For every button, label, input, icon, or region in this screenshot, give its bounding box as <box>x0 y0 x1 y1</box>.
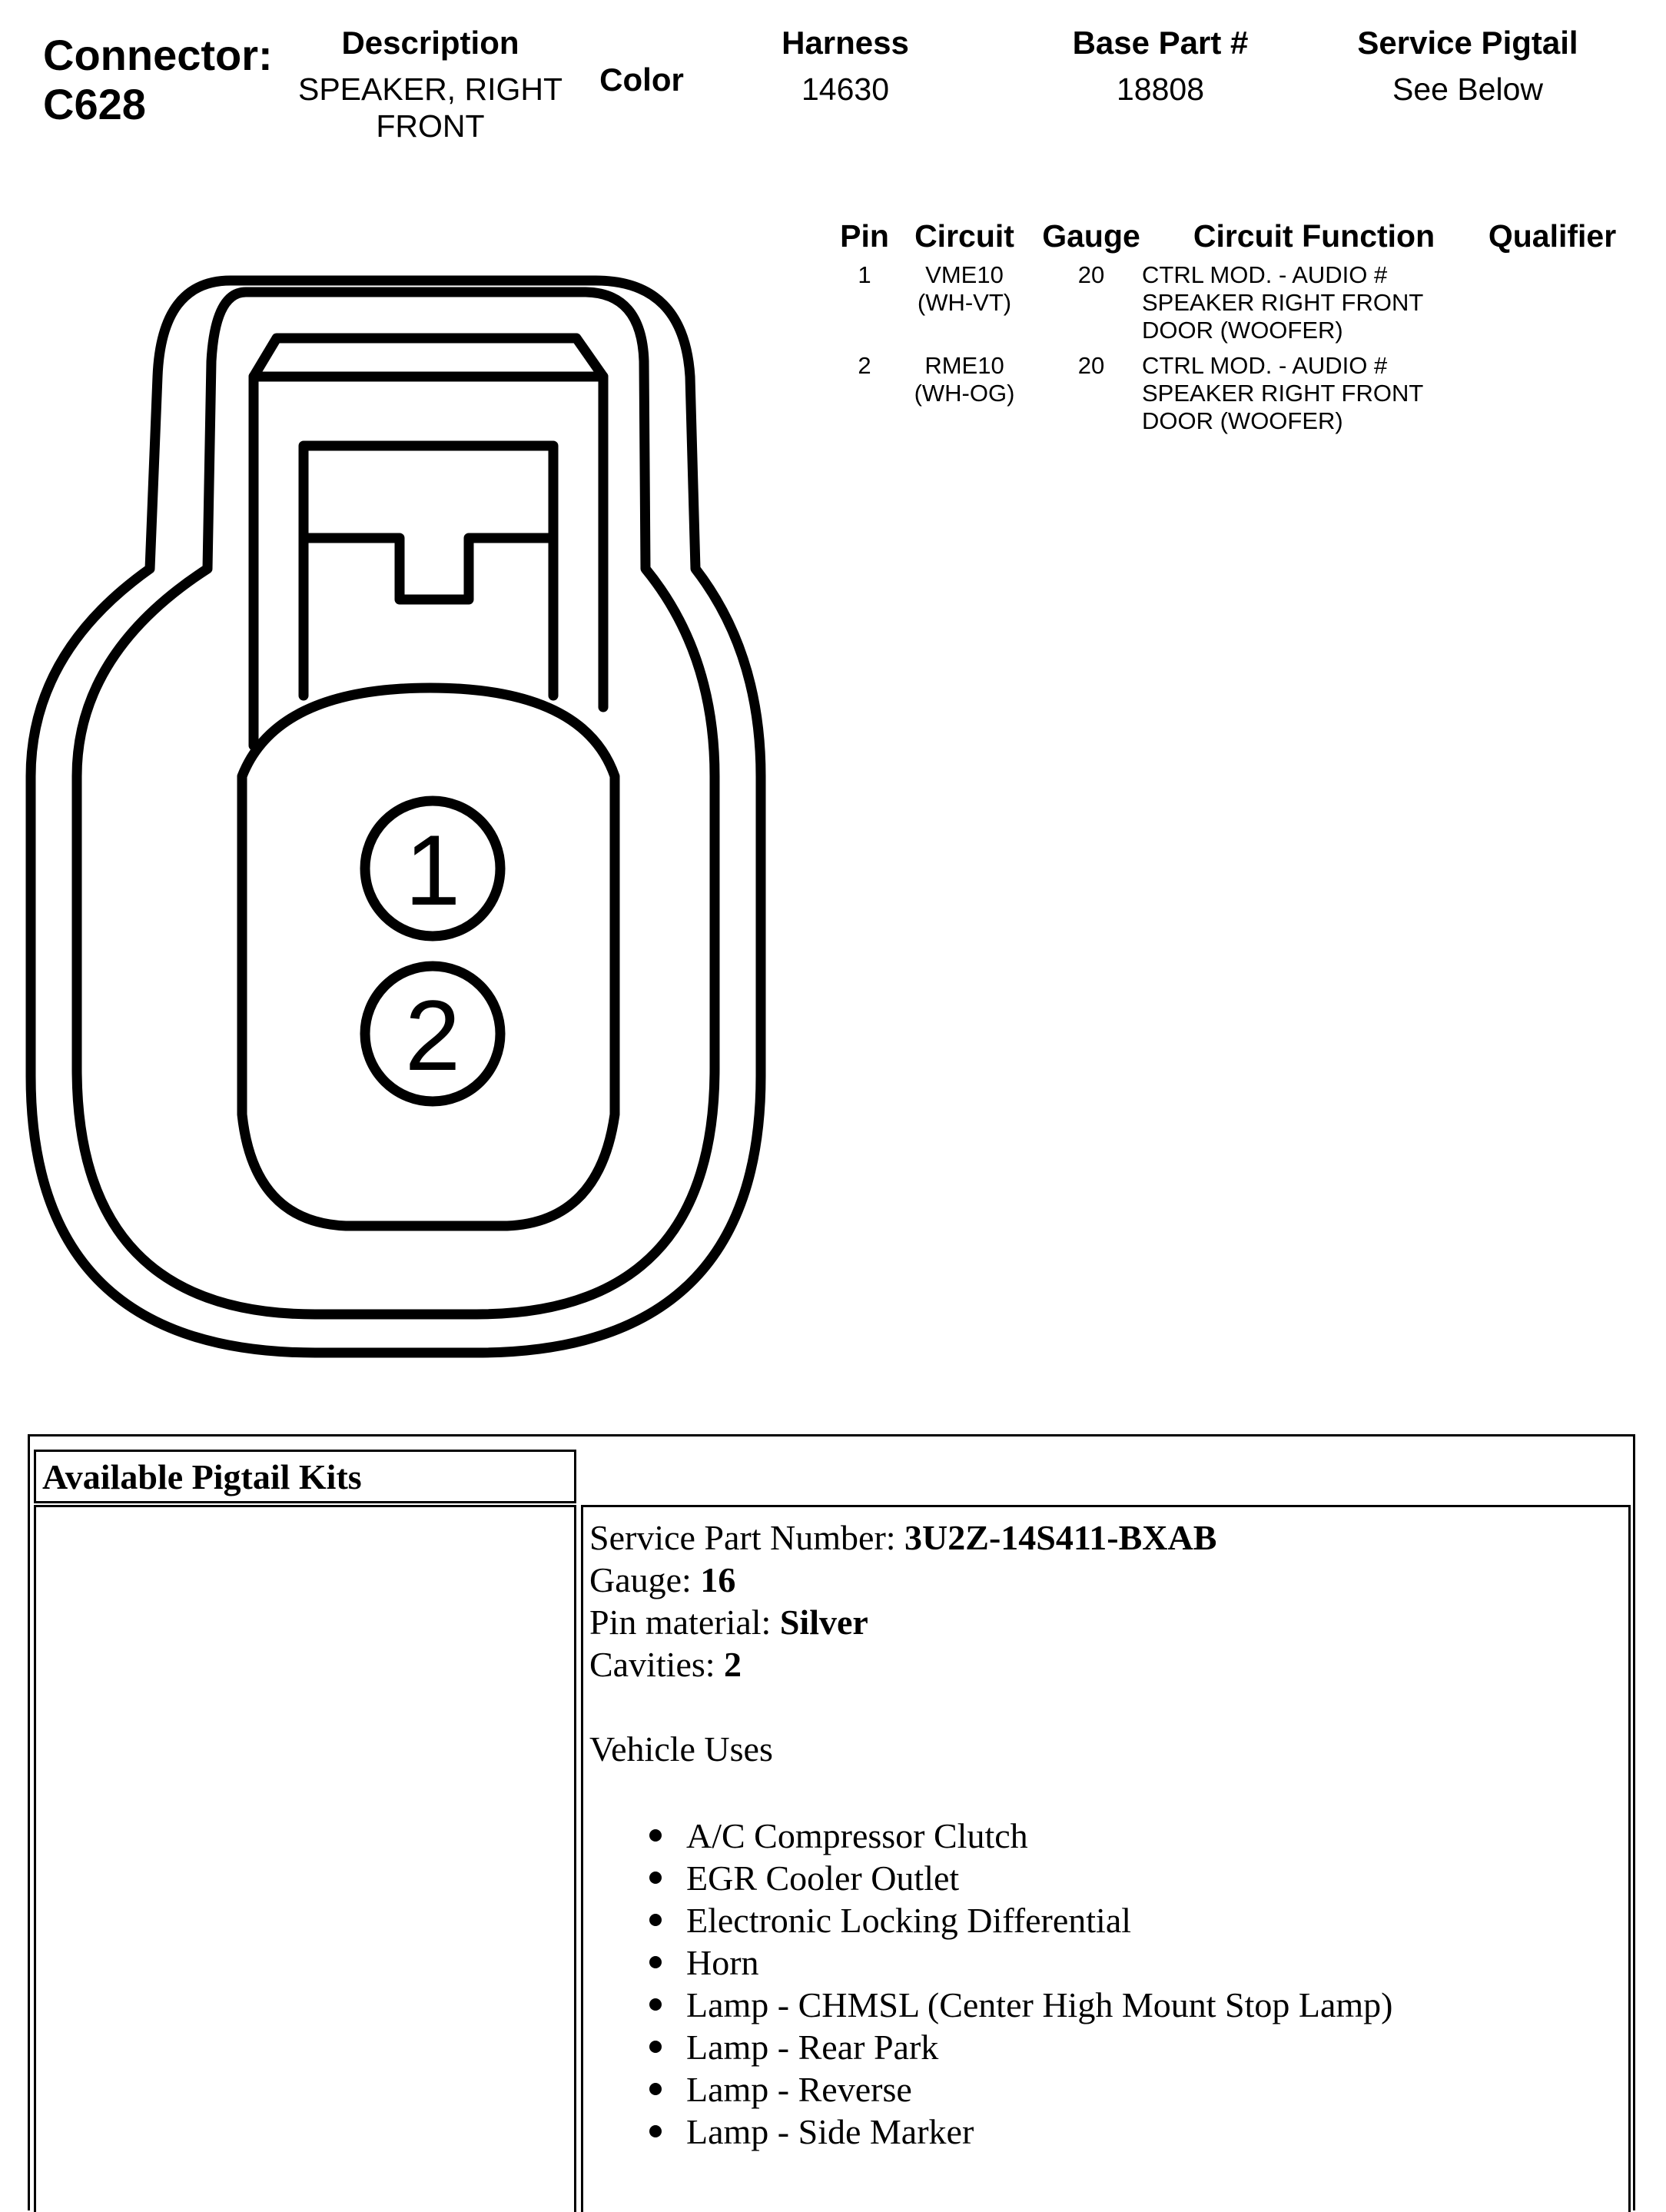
bullet-icon <box>649 1829 662 1842</box>
vehicle-use-text: Lamp - Rear Park <box>686 2028 939 2067</box>
gauge-column-header: Gauge <box>1042 218 1140 254</box>
bullet-icon <box>649 2125 662 2137</box>
service-pigtail-header: Service Pigtail <box>1357 25 1578 61</box>
qualifier-column-header: Qualifier <box>1488 218 1617 254</box>
wire-color: (WH-OG) <box>914 380 1015 407</box>
connector-id: C628 <box>43 80 146 128</box>
function-cell <box>1142 352 1465 435</box>
cavities-label: Cavities: <box>589 1645 725 1684</box>
bullet-icon <box>649 1872 662 1884</box>
connector-label: Connector: <box>43 31 273 79</box>
description-header: Description <box>341 25 519 61</box>
bullet-icon <box>649 1998 662 2011</box>
base-part-value: 18808 <box>1116 71 1204 107</box>
circuit-cell <box>899 261 1030 317</box>
list-item <box>589 2068 1628 2111</box>
list-item <box>589 1857 1628 1899</box>
vehicle-use-text: Horn <box>686 1943 759 1982</box>
function-line: CTRL MOD. - AUDIO # <box>1142 261 1388 288</box>
service-pigtail-value: See Below <box>1392 71 1543 107</box>
pin-material-label: Pin material: <box>589 1603 780 1642</box>
vehicle-use-text: EGR Cooler Outlet <box>686 1858 960 1898</box>
cavity-1-label: 1 <box>404 814 461 926</box>
function-line: DOOR (WOOFER) <box>1142 407 1343 434</box>
pigtail-kits-left-cell <box>34 1505 576 2212</box>
pigtail-kit-details <box>581 1505 1631 2212</box>
base-part-header: Base Part # <box>1072 25 1249 61</box>
latch-tab <box>304 446 553 696</box>
service-part-number-label: Service Part Number: <box>589 1518 905 1557</box>
cavity-2-label: 2 <box>404 979 461 1091</box>
circuit-id: VME10 <box>925 261 1004 288</box>
cavities-value: 2 <box>724 1645 742 1684</box>
list-item <box>589 1941 1628 1984</box>
service-part-number-value: 3U2Z-14S411-BXAB <box>904 1518 1217 1557</box>
circuit-id: RME10 <box>924 352 1004 379</box>
list-item <box>589 2026 1628 2068</box>
list-item <box>589 1815 1628 1857</box>
circuit-column-header: Circuit <box>914 218 1014 254</box>
list-item <box>589 1984 1628 2026</box>
description-line-1: SPEAKER, RIGHT <box>297 71 563 107</box>
pin-number: 1 <box>858 261 871 288</box>
color-header: Color <box>599 61 684 98</box>
bullet-icon <box>649 2041 662 2053</box>
description-line-2: FRONT <box>376 108 485 144</box>
circuit-cell <box>899 352 1030 407</box>
table-row <box>830 261 1629 346</box>
bullet-icon <box>649 1956 662 1968</box>
wire-color: (WH-VT) <box>917 289 1012 316</box>
function-line: DOOR (WOOFER) <box>1142 317 1343 344</box>
bullet-icon <box>649 2083 662 2095</box>
pin-material-value: Silver <box>779 1603 868 1642</box>
pin-material-line <box>589 1601 1628 1643</box>
pigtail-kits-title-cell <box>34 1450 576 1503</box>
vehicle-use-text: A/C Compressor Clutch <box>686 1816 1028 1855</box>
vehicle-use-text: Lamp - Reverse <box>686 2070 912 2109</box>
pin-number: 2 <box>858 352 871 379</box>
vehicle-use-text: Lamp - CHMSL (Center High Mount Stop Lamp) <box>686 1985 1393 2024</box>
list-item <box>589 2111 1628 2153</box>
gauge-line <box>589 1559 1628 1601</box>
harness-header: Harness <box>782 25 909 61</box>
vehicle-uses-heading: Vehicle Uses <box>589 1729 773 1769</box>
service-part-number-line <box>589 1516 1628 1559</box>
function-line: SPEAKER RIGHT FRONT <box>1142 289 1424 316</box>
bullet-icon <box>649 1914 662 1926</box>
cavities-line <box>589 1643 1628 1686</box>
function-cell <box>1142 261 1465 344</box>
pigtail-kits-title: Available Pigtail Kits <box>42 1457 362 1496</box>
kit-gauge-label: Gauge: <box>589 1560 701 1599</box>
function-column-header: Circuit Function <box>1193 218 1435 254</box>
pin-column-header: Pin <box>840 218 889 254</box>
gauge-cell: 20 <box>1077 352 1105 379</box>
latch-tab-notch <box>304 538 553 599</box>
table-row <box>830 352 1629 437</box>
vehicle-uses-list <box>589 1815 1628 2153</box>
function-line: SPEAKER RIGHT FRONT <box>1142 380 1424 407</box>
vehicle-use-text: Lamp - Side Marker <box>686 2112 974 2151</box>
function-line: CTRL MOD. - AUDIO # <box>1142 352 1388 379</box>
connector-face-diagram <box>0 0 845 1383</box>
harness-value: 14630 <box>801 71 889 107</box>
kit-gauge-value: 16 <box>700 1560 736 1599</box>
terminal-cavity <box>242 688 615 1226</box>
gauge-cell: 20 <box>1077 261 1105 288</box>
vehicle-use-text: Electronic Locking Differential <box>686 1901 1132 1940</box>
list-item <box>589 1899 1628 1941</box>
